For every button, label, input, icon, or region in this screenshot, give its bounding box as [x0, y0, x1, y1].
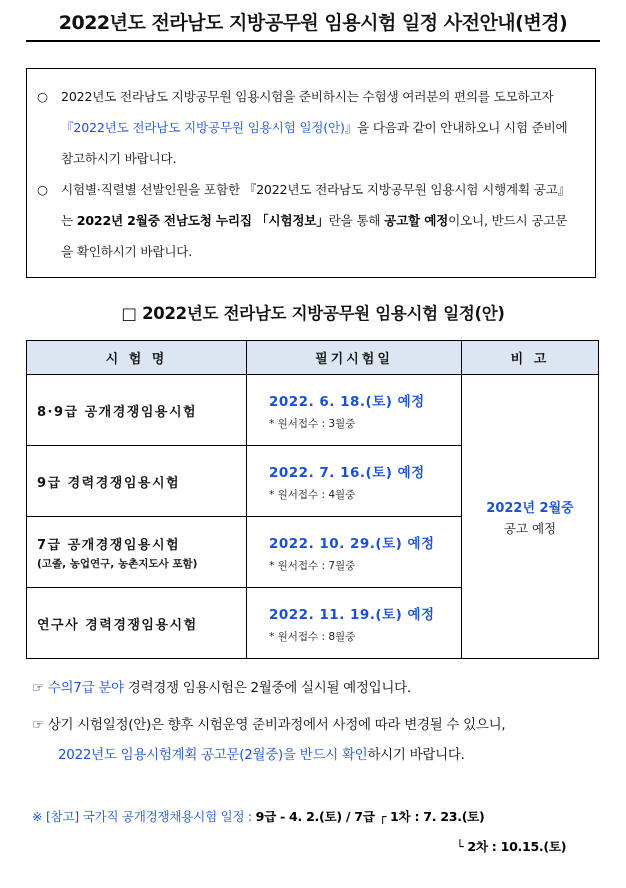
- footnote-1-highlight: 수의7급 분야: [47, 680, 124, 696]
- footnote-1-text: 경력경쟁 임용시험은 2월중에 실시될 예정입니다.: [123, 680, 411, 696]
- exam-name: 8·9급 공개경쟁임용시험: [37, 404, 198, 420]
- circle-bullet-icon: ○: [37, 182, 48, 197]
- header-remarks: 비 고: [462, 341, 599, 375]
- notice-2-text: 시험별·직렬별 선발인원을 포함한 『2022년도 전라남도 지방공무원 임용시험 시행계획 공고』는: [61, 182, 571, 228]
- footnote-1: [32, 676, 411, 696]
- receipt-period: * 원서접수 : 3월중: [269, 417, 356, 430]
- table-row: [27, 375, 599, 446]
- notice-2-text-mid: 란을 통해: [328, 213, 385, 228]
- footnote-2-text: 상기 시험일정(안)은 향후 시험운영 준비과정에서 사정에 따라 변경될 수 있으니,: [47, 717, 506, 733]
- reference-label: ※ [참고] 국가직 공개경쟁채용시험 일정 :: [32, 809, 256, 824]
- footnote-2: [32, 713, 505, 733]
- exam-date: 2022. 6. 18.(토) 예정: [269, 393, 425, 410]
- circle-bullet-icon: ○: [37, 89, 48, 104]
- notice-2-text-end: 이오니, 반드시 공고문을 확인하시기 바랍니다.: [61, 213, 568, 259]
- exam-name: 9급 경력경쟁임용시험: [37, 475, 181, 491]
- receipt-period: * 원서접수 : 4월중: [269, 488, 356, 501]
- remarks-cell: [462, 375, 599, 659]
- schedule-table: [26, 340, 599, 659]
- reference-round-1: ┌ 1차 : 7. 23.(토): [378, 809, 485, 824]
- notice-item-2: [37, 174, 579, 267]
- notice-item-1: [37, 81, 579, 174]
- notice-1-text: 2022년도 전라남도 지방공무원 임용시험을 준비하시는 수험생 여러분의 편의를 도모하고자: [61, 89, 554, 104]
- footnote-2-text-end: 하시기 바랍니다.: [367, 747, 465, 763]
- remarks-date: 2022년 2월중: [486, 500, 574, 516]
- footnote-2-continued: [58, 743, 465, 763]
- header-exam-name: 시 험 명: [27, 341, 247, 375]
- exam-date: 2022. 11. 19.(토) 예정: [269, 606, 435, 623]
- table-header-row: [27, 341, 599, 375]
- reference-note: [32, 806, 485, 825]
- exam-name: 연구사 경력경쟁임용시험: [37, 617, 198, 633]
- notice-1-text-end: 을 다음과 같이 안내하오니 시험 준비에 참고하시기 바랍니다.: [61, 120, 568, 166]
- reference-first-part: 9급 - 4. 2.(토) / 7급: [255, 809, 379, 824]
- reference-round-2: └ 2차 : 10.15.(토): [456, 839, 567, 854]
- page-title: 2022년도 전라남도 지방공무원 임용시험 일정 사전안내(변경): [58, 12, 568, 34]
- pointer-hand-icon: ☞: [32, 680, 44, 696]
- receipt-period: * 원서접수 : 8월중: [269, 630, 356, 643]
- title-underline: [26, 40, 600, 42]
- notice-1-highlight: 『2022년도 전라남도 지방공무원 임용시험 일정(안)』: [61, 120, 358, 135]
- notice-2-bold-announce: 공고할 예정: [384, 213, 449, 228]
- pointer-hand-icon: ☞: [32, 717, 44, 733]
- header-written-date: 필기시험일: [247, 341, 462, 375]
- exam-date: 2022. 10. 29.(토) 예정: [269, 535, 435, 552]
- exam-date: 2022. 7. 16.(토) 예정: [269, 464, 425, 481]
- notice-box: [26, 68, 596, 278]
- footnote-2-highlight: 2022년도 임용시험계획 공고문(2월중)을 반드시 확인: [58, 747, 368, 763]
- notice-2-bold-date: 2022년 2월중 전남도청 누리집 「시험정보」: [76, 213, 329, 228]
- receipt-period: * 원서접수 : 7월중: [269, 559, 356, 572]
- remarks-text: 공고 예정: [503, 520, 557, 536]
- exam-name: 7급 공개경쟁임용시험: [37, 537, 181, 553]
- schedule-section-title: □ 2022년도 전라남도 지방공무원 임용시험 일정(안): [121, 304, 505, 323]
- exam-name-sub: (고졸, 농업연구, 농촌지도사 포함): [37, 557, 198, 570]
